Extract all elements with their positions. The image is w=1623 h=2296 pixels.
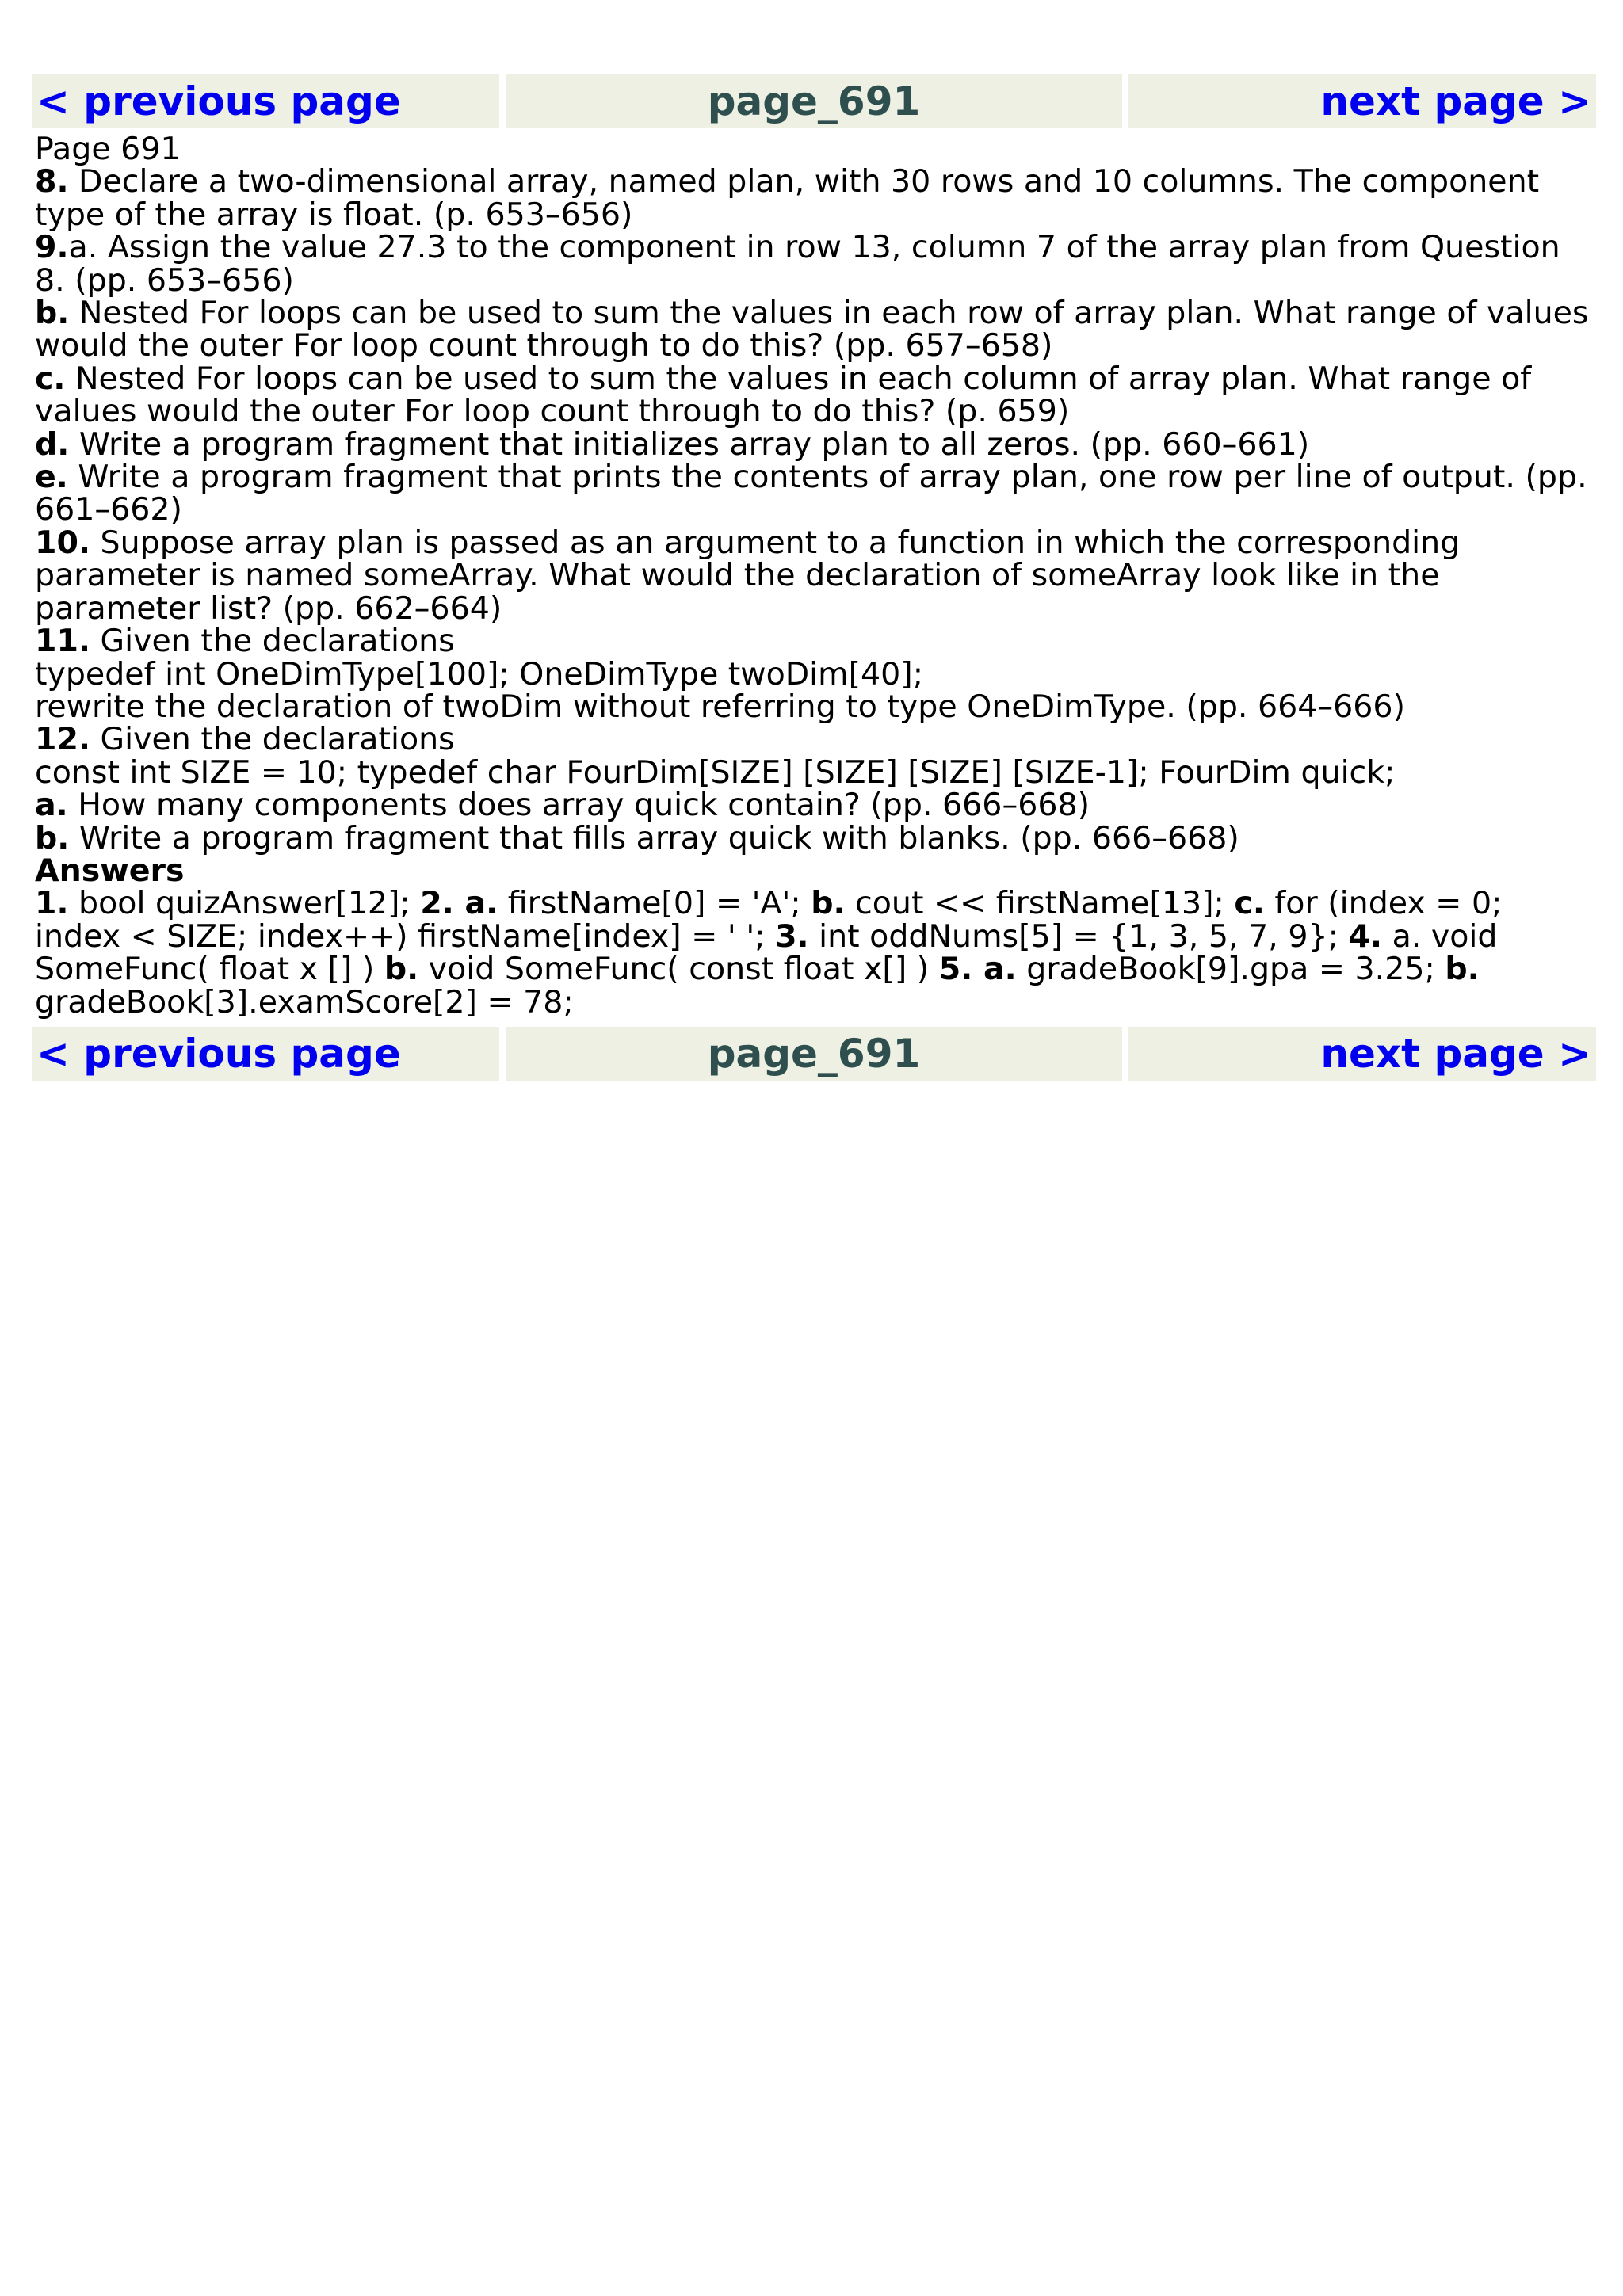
question-10 [35, 524, 1596, 627]
question-text: Nested For loops can be used to sum the values in each column of array plan. What range of values would the outer For loop count through to do this? (p. 659) [35, 360, 1532, 430]
page-label: page_691 [707, 1030, 921, 1077]
question-text: a. Assign the value 27.3 to the component in row 13, column 7 of the array plan from Question 8. (pp. 653–656) [35, 229, 1560, 299]
answer-text: cout << firstName[13]; [845, 885, 1235, 922]
answer-number: 4. [1348, 917, 1383, 955]
answer-text: void SomeFunc( const float x[] ) [418, 951, 939, 988]
answers-heading-text: Answers [35, 852, 185, 889]
book-page [32, 74, 1596, 1081]
next-page-link[interactable]: next page > [1320, 1030, 1591, 1077]
page-label-cell [506, 74, 1122, 128]
question-text: Nested For loops can be used to sum the values in each row of array plan. What range of values would the outer For loop count through to do this? (pp. 657–658) [35, 295, 1589, 364]
question-number: b. [35, 819, 70, 856]
previous-page-link[interactable]: < previous page [36, 78, 401, 124]
page-heading: Page 691 [35, 131, 181, 167]
question-12 [35, 723, 1596, 756]
question-text: Write a program fragment that prints the contents of array plan, one row per line of output. (pp. 661–662) [35, 459, 1587, 528]
next-page-cell [1128, 74, 1596, 128]
question-number: 12. [35, 721, 90, 758]
answer-text: int oddNums[5] = {1, 3, 5, 7, 9}; [808, 917, 1349, 955]
question-number: b. [35, 295, 70, 332]
question-12b [35, 819, 1596, 856]
question-number: 10. [35, 524, 90, 561]
answer-number: 3. [775, 917, 809, 955]
next-page-link[interactable]: next page > [1320, 78, 1591, 124]
answer-text: for (index = 0; index < SIZE; index++) firstName[index] = ' '; [35, 885, 1503, 955]
answers-paragraph [35, 887, 1596, 1019]
question-text: Given the declarations [90, 623, 455, 660]
answer-text: gradeBook[3].examScore[2] = 78; [35, 983, 574, 1020]
question-8 [35, 163, 1596, 233]
page-label-cell [506, 1027, 1122, 1081]
question-9a [35, 231, 1596, 297]
bottom-navigation-bar [32, 1027, 1596, 1081]
page-label: page_691 [707, 78, 921, 124]
question-11-code: typedef int OneDimType[100]; OneDimType twoDim[40]; [35, 655, 924, 692]
next-page-cell [1128, 1027, 1596, 1081]
question-number: d. [35, 425, 70, 463]
previous-page-link[interactable]: < previous page [36, 1030, 401, 1077]
question-text: Given the declarations [90, 721, 455, 758]
answer-text: a. void SomeFunc( float x [] ) [35, 917, 1498, 988]
answer-number: 2. a. [420, 885, 498, 922]
answer-text: gradeBook[9].gpa = 3.25; [1016, 951, 1445, 988]
question-number: 8. [35, 163, 69, 200]
question-9b [35, 297, 1596, 363]
answer-number: b. [1445, 951, 1480, 988]
question-12-code: const int SIZE = 10; typedef char FourDim[SIZE] [SIZE] [SIZE] [SIZE-1]; FourDim quick; [35, 753, 1396, 791]
answer-number: c. [1234, 885, 1265, 922]
page-content [32, 133, 1596, 1019]
question-text: Write a program fragment that fills array quick with blanks. (pp. 666–668) [69, 819, 1239, 856]
question-text: How many components does array quick contain? (pp. 666–668) [67, 787, 1090, 824]
question-text: Write a program fragment that initializes array plan to all zeros. (pp. 660–661) [69, 425, 1310, 463]
previous-page-cell [32, 1027, 499, 1081]
question-text: Suppose array plan is passed as an argument to a function in which the corresponding parameter is named someArray. What would the declaration of someArray look like in the parameter list? (pp. 662–664) [35, 524, 1461, 627]
answer-number: 1. [35, 885, 69, 922]
question-11-followup: rewrite the declaration of twoDim without referring to type OneDimType. (pp. 664–666) [35, 688, 1405, 725]
question-12a [35, 789, 1596, 822]
answer-text: bool quizAnswer[12]; [68, 885, 421, 922]
answer-text: firstName[0] = 'A'; [498, 885, 812, 922]
question-text: Declare a two-dimensional array, named plan, with 30 rows and 10 columns. The component type of the array is float. (p. 653–656) [35, 163, 1540, 233]
answer-number: 5. a. [938, 951, 1017, 988]
question-number: c. [35, 360, 66, 397]
question-11 [35, 625, 1596, 658]
top-navigation-bar [32, 74, 1596, 128]
previous-page-cell [32, 74, 499, 128]
question-number: a. [35, 787, 68, 824]
answers-heading [35, 852, 1596, 889]
question-9d [35, 425, 1596, 463]
question-number: 9. [35, 229, 69, 266]
answer-number: b. [384, 951, 419, 988]
question-9c [35, 360, 1596, 430]
question-number: e. [35, 459, 68, 496]
question-number: 11. [35, 623, 90, 660]
question-9e [35, 461, 1596, 527]
answer-number: b. [811, 885, 846, 922]
